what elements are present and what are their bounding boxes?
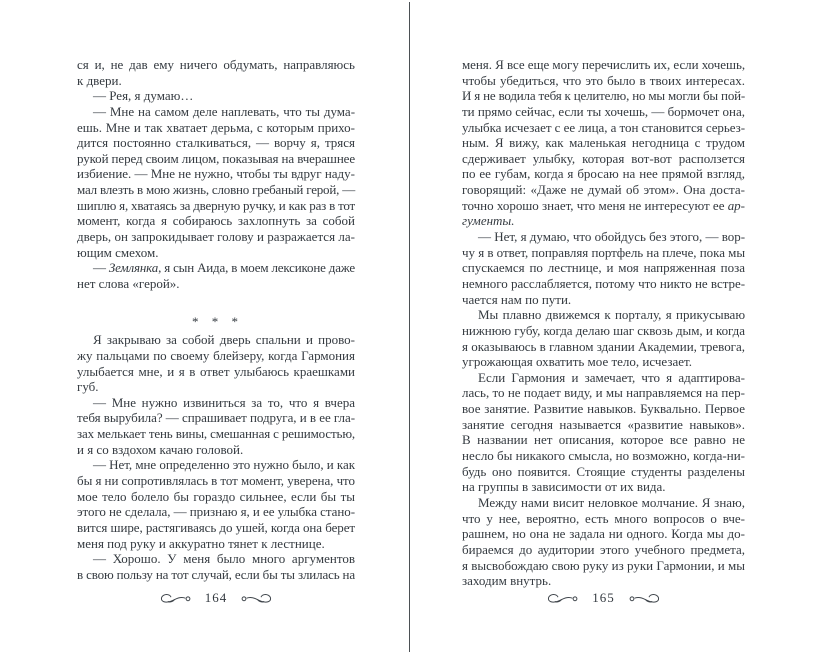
text-line: на группы в зависимости от их вида.	[462, 479, 666, 495]
text-line: улыбается мне, и я в ответ улыбаюсь краешками	[77, 363, 355, 379]
text-line: В названии нет описания, которое все равно не	[462, 432, 746, 448]
text-line: что у нее, вероятно, есть много вопросов о вче-	[462, 510, 745, 526]
text-line: избиение. — Мне не нужно, чтобы ты вдруг наду-	[77, 166, 355, 182]
text-line: — Нет, я думаю, что обойдусь без этого, — вор-	[478, 229, 746, 245]
text-line: я высвобождаю свою руку из руки Гармонии, и мы	[462, 557, 745, 573]
page-left	[77, 57, 355, 583]
text-line: улыбка исчезает с ее лица, а тон становится серьез-	[462, 119, 745, 135]
text-line: и я со вздохом качаю головой.	[77, 441, 244, 457]
text-line: жу пальцами по своему блейзеру, когда Гармония	[77, 347, 355, 363]
text-line: несло бы никакого смысла, но возможно, когда-ни-	[462, 448, 745, 464]
flourish-icon	[627, 592, 661, 604]
text-line: бираемся до аудитории этого учебного предмета,	[462, 541, 745, 557]
section-separator: * * *	[192, 313, 240, 329]
text-line: меня под руку и аккуратно тянет к лестнице.	[77, 535, 325, 551]
text-line: бы я ни сопротивлялась в тот момент, уверена, что	[77, 473, 355, 489]
text-line: И я не водила тебя к целителю, но мы могли бы пой-	[462, 88, 746, 104]
text-line: спускаемся по лестнице, и моя напряженная поза	[462, 260, 746, 276]
text-line: в свою пользу на тот случай, если бы ты злилась на	[77, 566, 355, 582]
text-line: Я закрываю за собой дверь спальни и прово-	[93, 332, 355, 348]
text-line: мал влезть в мою жизнь, словно гребаный герой, —	[77, 182, 356, 198]
text-line: тебя вырубила? — спрашивает подруга, и в ее гла-	[77, 410, 356, 426]
flourish-icon	[546, 592, 580, 604]
text-line: меня. Я все еще могу перечислить их, если хочешь,	[462, 57, 746, 72]
text-line: дится постоянно сталкиваться, — ворчу я, тряся	[77, 135, 356, 151]
text-line: будь оно появится. Стоящие студенты разделены	[462, 463, 745, 479]
page-footer-left	[77, 590, 355, 606]
text-line: ти прямо сейчас, если ты хочешь, — бормочет она,	[462, 103, 745, 119]
flourish-icon	[239, 592, 273, 604]
text-line: говорящий: «Даже не думай об этом». Она доста-	[462, 182, 745, 198]
text-line: — Землянка, я сын Аида, в моем лексиконе даже	[93, 260, 356, 276]
text-line: Между нами висит неловкое молчание. Я знаю,	[478, 494, 746, 510]
text-line: Мы плавно движемся к порталу, я прикусываю	[478, 307, 746, 323]
text-line: ся и, не дав ему ничего обдумать, направляюсь	[77, 57, 355, 72]
text-line: этого не сделала, — признаю я, и ее улыбка стано-	[77, 504, 356, 520]
text-line: к двери.	[77, 72, 122, 88]
text-line: ющим смехом.	[77, 244, 159, 260]
text-line: занятие сегодня называется «развитие навыков».	[462, 416, 745, 432]
text-line: вится шире, растягиваясь до ушей, когда она берет	[77, 519, 356, 535]
text-line: угрожающая охватить мое тело, исчезает.	[462, 354, 692, 370]
text-line: лась, то не подает виду, и мы направляемся на пер-	[462, 385, 745, 401]
text-line: сдерживает улыбку, которая вот-вот расползется	[462, 150, 746, 166]
page-footer-right	[462, 590, 745, 606]
text-line: нижнюю губу, когда делаю шаг сквозь дым, и когда	[462, 322, 745, 338]
text-line: чается нам по пути.	[462, 291, 572, 307]
text-line: нет слова «герой».	[77, 275, 180, 291]
flourish-icon	[159, 592, 193, 604]
page-right	[462, 57, 745, 589]
text-line: ным. Я вижу, как маленькая негодница с трудом	[462, 135, 745, 151]
text-line: гументы.	[462, 213, 515, 229]
page-number-right: 165	[592, 590, 615, 605]
text-line: точно хорошо знает, что меня не интересуют ее ар-	[462, 197, 745, 213]
text-line: момент, когда я собираюсь захлопнуть за собой	[77, 213, 355, 229]
text-line: Если Гармония и замечает, что я адаптирова-	[478, 369, 745, 385]
text-line: губ.	[77, 379, 99, 395]
text-line: заходим внутрь.	[462, 573, 552, 589]
text-line: я оказываюсь в главном здании Академии, тревога,	[462, 338, 745, 354]
page-divider	[409, 2, 410, 652]
text-line: мое тело болело бы гораздо сильнее, если бы ты	[77, 488, 355, 504]
text-line: — Мне нужно извиниться за то, что я вчера	[93, 394, 355, 410]
text-line: зах мелькает тень вины, смешанная с решимостью,	[77, 426, 356, 442]
text-line: чу я в ответ, поправляя портфель на плече, пока мы	[462, 244, 746, 260]
text-line: рашнем, но она не задала ни одного. Когда мы до-	[462, 526, 745, 542]
text-line: — Рея, я думаю…	[93, 88, 194, 104]
text-line: — Нет, мне определенно это нужно было, и как	[93, 457, 355, 473]
text-line: вое занятие. Развитие навыков. Буквально. Первое	[462, 401, 745, 417]
text-line: дверь, он запрокидывает голову и разражается ла-	[77, 229, 355, 245]
text-line: шиплю я, хватаясь за дверную ручку, и как раз в тот	[77, 197, 356, 213]
text-line: чтобы убедиться, что это было в твоих интересах.	[462, 72, 745, 88]
text-line: ешь. Мне и так хватает дерьма, с которым прихо-	[77, 119, 356, 135]
text-line: немного расслабляется, потому что никто не встре-	[462, 275, 746, 291]
text-line: рукой перед своим лицом, показывая на вчерашнее	[77, 150, 356, 166]
text-line: по ее губам, когда я бросаю на нее прямой взгляд,	[462, 166, 745, 182]
page-number-left: 164	[204, 590, 228, 605]
text-line: — Мне на самом деле наплевать, что ты дума-	[93, 103, 356, 119]
text-line: — Хорошо. У меня было много аргументов	[93, 551, 355, 567]
